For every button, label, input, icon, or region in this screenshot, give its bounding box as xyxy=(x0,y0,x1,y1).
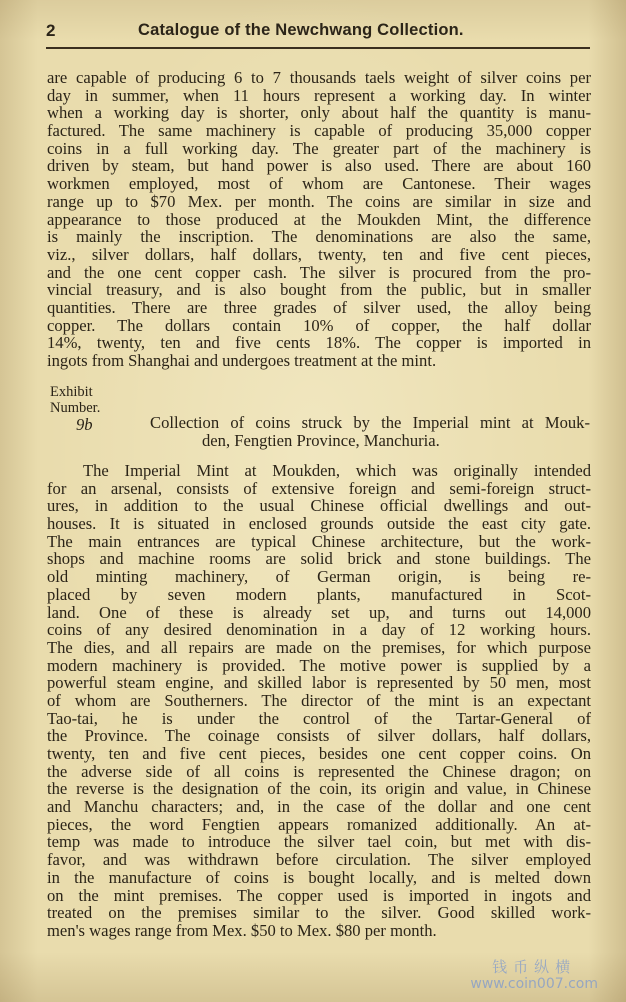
text-line: ingots from Shanghai and undergoes treatment at the mint. xyxy=(47,351,437,370)
text-line: appearance to those produced at the Moukden Mint, the difference xyxy=(47,209,591,229)
text-line: and Manchu characters; and, in the case of the dollar and one cent xyxy=(47,797,591,817)
text-line: temp was made to introduce the silver tael coin, but met with dis- xyxy=(47,832,591,852)
text-line: powerful steam engine, and skilled labor is represented by 50 men, most xyxy=(47,673,591,693)
text-line: of whom are Southerners. The director of the mint is an expectant xyxy=(47,690,591,710)
text-line: factured. The same machinery is capable of producing 35,000 copper xyxy=(47,121,591,141)
text-line: ures, in addition to the usual Chinese official dwellings and out- xyxy=(47,496,591,516)
text-line: when a working day is shorter, only about half the quantity is manu- xyxy=(47,103,591,123)
text-line: pieces, the word Fengtien appears romanized additionally. An at- xyxy=(47,814,591,834)
text-line: The dies, and all repairs are made on the premises, for which purpose xyxy=(47,637,591,657)
text-line: houses. It is situated in enclosed grounds outside the east city gate. xyxy=(47,514,591,534)
text-line: old minting machinery, of German origin, is being re- xyxy=(47,567,591,587)
text-line: modern machinery is provided. The motive power is supplied by a xyxy=(47,655,591,675)
paragraph-2 xyxy=(47,462,591,940)
text-line: coins of any desired denomination in a day of 12 working hours. xyxy=(47,620,591,640)
text-line: favor, and was withdrawn before circulation. The silver employed xyxy=(47,850,591,870)
page-number: 2 xyxy=(46,21,56,40)
paragraph-1 xyxy=(47,69,591,370)
watermark-url: www.coin007.com xyxy=(470,976,598,992)
text-line: The Imperial Mint at Moukden, which was originally intended xyxy=(83,461,591,480)
text-line: shops and machine rooms are solid brick and stone buildings. The xyxy=(47,549,591,569)
exhibit-label-line: Number. xyxy=(50,399,101,416)
exhibit-title-line: den, Fengtien Province, Manchuria. xyxy=(202,430,440,450)
header-rule xyxy=(46,47,590,49)
watermark-chinese: 钱币纵横 xyxy=(492,958,577,976)
text-line: in the manufacture of coins is bought locally, and is melted down xyxy=(47,867,591,887)
text-line: quantities. There are three grades of silver used, the alloy being xyxy=(47,297,591,317)
text-line: coins in a full working day. The greater part of the machinery is xyxy=(47,138,591,158)
text-line: twenty, ten and five cent pieces, besides one cent copper coins. On xyxy=(47,744,591,763)
exhibit-label xyxy=(50,385,100,416)
text-line: men's wages range from Mex. $50 to Mex. $80 per month. xyxy=(47,920,437,940)
text-line: Tao-tai, he is under the control of the Tartar-General of xyxy=(47,708,591,728)
page-header xyxy=(46,18,590,48)
exhibit-label-line: Exhibit xyxy=(50,384,93,400)
text-line: 14%, twenty, ten and five cents 18%. The copper is imported in xyxy=(47,333,591,353)
text-line: viz., silver dollars, half dollars, twenty, ten and five cent pieces, xyxy=(47,244,591,264)
running-head: Catalogue of the Newchwang Collection. xyxy=(138,21,464,39)
text-line: are capable of producing 6 to 7 thousands taels weight of silver coins per xyxy=(47,68,591,87)
text-line: the Province. The coinage consists of silver dollars, half dollars, xyxy=(47,726,591,746)
text-line: is mainly the inscription. The denominations are also the same, xyxy=(47,227,591,247)
text-line: range up to $70 Mex. per month. The coins are similar in size and xyxy=(47,191,591,211)
text-line: on the mint premises. The copper used is imported in ingots and xyxy=(47,885,591,905)
exhibit-number: 9b xyxy=(76,415,93,434)
text-line: workmen employed, most of whom are Cantonese. Their wages xyxy=(47,174,591,194)
text-line: day in summer, when 11 hours represent a working day. In winter xyxy=(47,85,591,105)
text-line: the reverse is the designation of the coin, its origin and value, in Chinese xyxy=(47,779,591,799)
exhibit-title-line: Collection of coins struck by the Imperial mint at Mouk- xyxy=(150,413,590,432)
text-line: for an arsenal, consists of extensive foreign and semi-foreign struct- xyxy=(47,478,591,498)
text-line: and the one cent copper cash. The silver is procured from the pro- xyxy=(47,262,591,282)
text-line: driven by steam, but hand power is also used. There are about 160 xyxy=(47,156,591,176)
exhibit-title xyxy=(150,414,590,449)
text-line: The main entrances are typical Chinese architecture, but the work- xyxy=(47,531,591,551)
text-line: copper. The dollars contain 10% of copper, the half dollar xyxy=(47,315,591,335)
text-line: vincial treasury, and is also bought from the public, but in smaller xyxy=(47,280,591,300)
text-line: land. One of these is already set up, and turns out 14,000 xyxy=(47,602,591,622)
watermark xyxy=(470,958,598,992)
text-line: treated on the premises similar to the silver. Good skilled work- xyxy=(47,903,591,923)
text-line: placed by seven modern plants, manufactured in Scot- xyxy=(47,584,591,604)
text-line: the adverse side of all coins is represented the Chinese dragon; on xyxy=(47,761,591,781)
